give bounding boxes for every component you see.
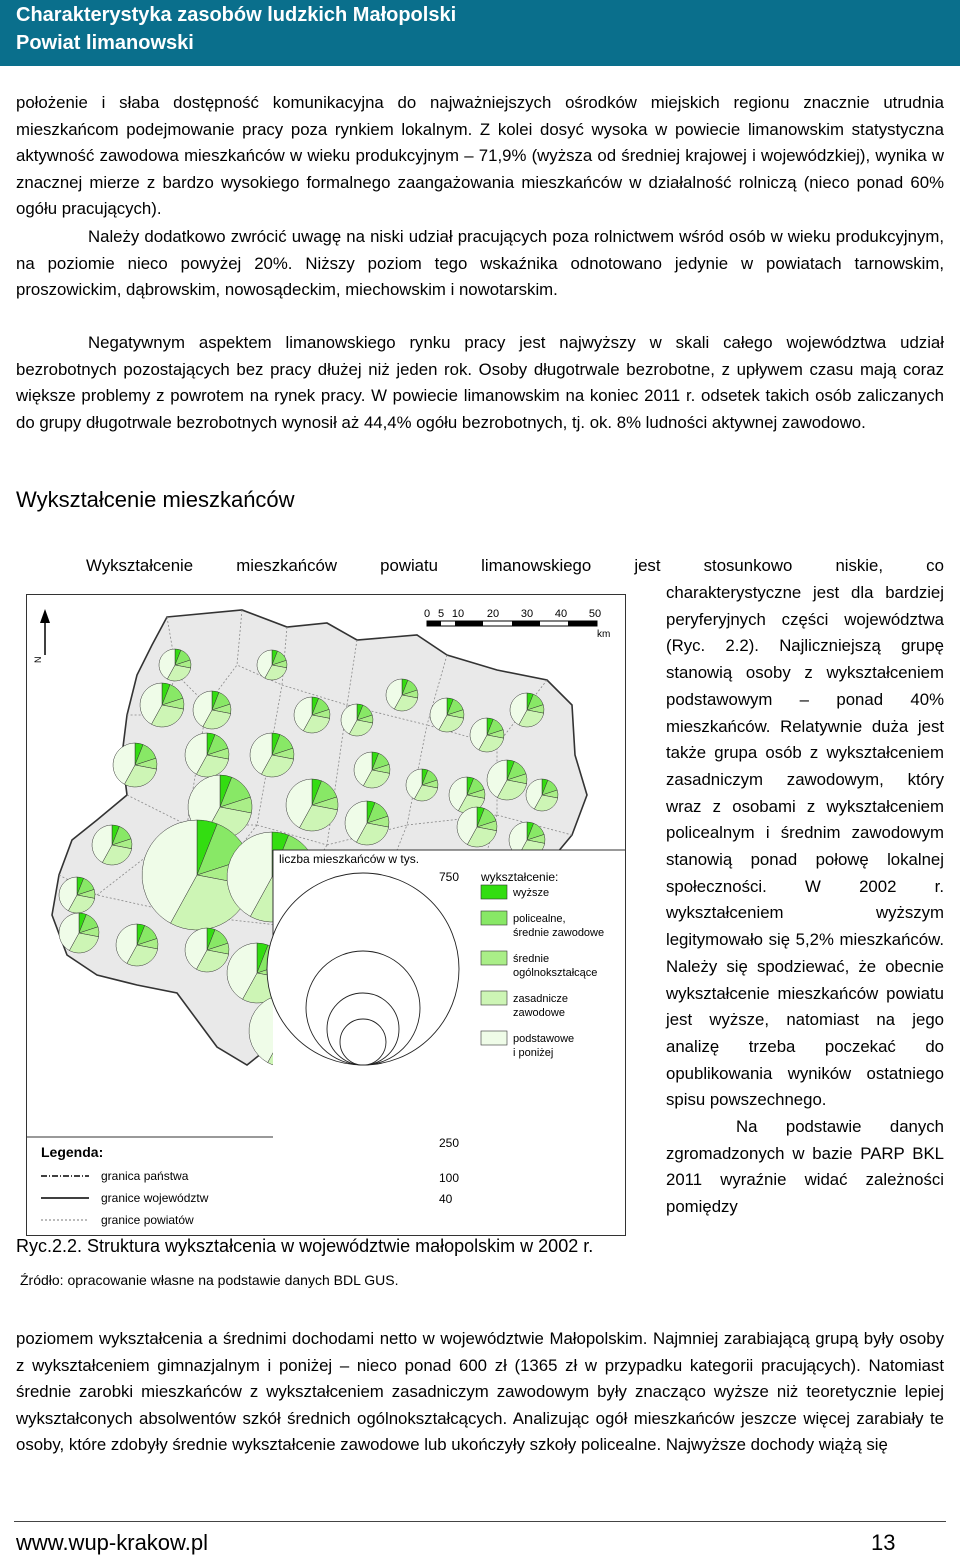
education-swatch — [481, 911, 507, 925]
education-label: średnie zawodowe — [513, 927, 605, 939]
scale-tick: 0 — [423, 608, 431, 620]
scale-tick: 20 — [486, 608, 500, 620]
legend-state-border: granica państwa — [101, 1169, 189, 1183]
intro-line — [86, 553, 944, 580]
size-legend — [267, 850, 625, 1235]
right-column-text — [666, 580, 944, 1221]
scale-bar — [424, 608, 610, 640]
education-label: i poniżej — [513, 1047, 554, 1059]
bottom-paragraph: poziomem wykształcenia a średnimi dochodami netto w województwie Małopolskim. Najmniej zarabiającą grupą były osoby z wykształceniem gimnazjalnym i poniżej – nieco ponad 600 zł (1365 zł w przypadku kategorii pracujących). Natomiast średnie zarobki mieszkańców z wykształceniem zasadniczym zawodowym były znacząco wyższe niż teoretycznie lepiej wykształconych absolwentów szkół średnich ogólnokształcących. Analizując ogół mieszkańców jeszcze więcej zarabiały te osoby, które zdobyły średnie wykształcenie zawodowe lub ukończyły szkoły policealne. Najwyższe dochody wiążą się — [16, 1329, 944, 1454]
paragraph-3: Negatywnym aspektem limanowskiego rynku pracy jest najwyższy w skali całego województwa udział bezrobotnych pozostających bez pracy dłużej niż jeden rok. Osoby długotrwale bezrobotne, z upływem czasu mają coraz większe problemy z powrotem na rynek pracy. W powiecie limanowskim na koniec 2011 r. odsetek takich osób zaliczanych do grupy długotrwale bezrobotnych wynosił aż 44,4% ogółu bezrobotnych, tj. ok. 8% ludności aktywnej zawodowo. — [16, 333, 944, 432]
scale-unit: km — [597, 629, 611, 640]
scale-tick: 10 — [451, 608, 465, 620]
size-label-750: 750 — [439, 870, 460, 884]
header-title: Charakterystyka zasobów ludzkich Małopolski — [16, 4, 457, 26]
education-label: podstawowe — [513, 1033, 575, 1045]
education-label: średnie — [513, 953, 550, 965]
education-legend-title: wykształcenie: — [481, 870, 559, 884]
header-subtitle: Powiat limanowski — [16, 32, 194, 54]
scale-tick: 40 — [554, 608, 568, 620]
intro-word: limanowskiego — [481, 556, 592, 575]
intro-word: mieszkańców — [236, 556, 337, 575]
north-arrow-icon — [33, 609, 50, 663]
scale-tick: 30 — [520, 608, 534, 620]
figure-source: Źródło: opracowanie własne na podstawie danych BDL GUS. — [20, 1272, 399, 1288]
education-swatch — [481, 991, 507, 1005]
size-circle-40 — [340, 1019, 386, 1065]
footer-url: www.wup-krakow.pl — [16, 1530, 208, 1555]
size-label-250: 250 — [439, 1136, 460, 1150]
north-label: N — [33, 656, 43, 663]
figure-caption: Ryc.2.2. Struktura wykształcenia w województwie małopolskim w 2002 r. — [16, 1236, 594, 1256]
intro-word: Wykształcenie — [86, 556, 194, 575]
page-number: 13 — [871, 1530, 896, 1555]
footer-divider — [14, 1521, 946, 1522]
legend-voivodeship-border: granice województw — [101, 1191, 209, 1205]
legend-county-border: granice powiatów — [101, 1213, 194, 1227]
education-swatch — [481, 951, 507, 965]
education-label: policealne, — [513, 913, 566, 925]
right-column-paragraph-1: charakterystyczne jest dla bardziej peryferyjnych części województwa (Ryc. 2.2). Najliczniejszą grupę stanowią osoby z wykształceniem podstawowym – ponad 40% mieszkańców. Relatywnie duża jest także grupa osób z wykształceniem zasadniczym zawodowym, który wraz z osobami z wykształceniem policealnym i średnim zawodowym stanowią ponad połowę lokalnej społeczności. W 2002 r. wykształceniem wyższym legitymowało się 5,2% mieszkańców. Należy się spodziewać, że obecnie wykształcenie mieszkańców powiatu jest wyższe, natomiast na jego analizę trzeba poczekać do opublikowania wyników ostatniego spisu powszechnego. — [666, 583, 944, 1110]
education-map — [27, 595, 625, 1235]
education-label: ogólnokształcące — [513, 967, 598, 979]
education-swatch — [481, 1031, 507, 1045]
intro-word: powiatu — [380, 556, 438, 575]
size-legend-title: liczba mieszkańców w tys. — [279, 852, 420, 866]
page-header — [0, 0, 960, 66]
intro-word: niskie, — [835, 556, 884, 575]
intro-word: stosunkowo — [703, 556, 793, 575]
size-label-100: 100 — [439, 1171, 460, 1185]
section-title: Wykształcenie mieszkańców — [16, 487, 295, 512]
education-map-figure — [26, 594, 626, 1236]
boundary-legend — [27, 1137, 273, 1235]
intro-word: co — [926, 556, 944, 575]
scale-tick: 50 — [588, 608, 602, 620]
education-label: zawodowe — [513, 1007, 565, 1019]
scale-tick: 5 — [437, 608, 445, 620]
education-label: wyższe — [513, 887, 550, 899]
paragraph-1: położenie i słaba dostępność komunikacyjna do najważniejszych ośrodków miejskich regionu znacznie utrudnia mieszkańcom podejmowanie pracy poza rynkiem lokalnym. Z kolei dosyć wysoka w powiecie limanowskim statystyczna aktywność zawodowa mieszkańców w wieku produkcyjnym – 71,9% (wyższa od średniej krajowej i wojewódzkiej), wynika w znacznej mierze z bardzo wysokiego formalnego zaangażowania mieszkańców w działalność rolniczą (nieco ponad 60% ogółu pracujących). — [16, 93, 944, 218]
legend-title: Legenda: — [41, 1144, 104, 1160]
intro-word: jest — [634, 556, 661, 575]
education-label: zasadnicze — [513, 993, 569, 1005]
education-swatch — [481, 885, 507, 899]
paragraph-2: Należy dodatkowo zwrócić uwagę na niski udział pracujących poza rolnictwem wśród osób w wieku produkcyjnym, na poziomie nieco powyżej 20%. Niższy poziom tego wskaźnika odnotowano jedynie w powiatach tarnowskim, proszowickim, dąbrowskim, nowosądeckim, miechowskim i nowotarskim. — [16, 227, 944, 299]
size-label-40: 40 — [439, 1192, 453, 1206]
right-column-paragraph-2: Na podstawie danych zgromadzonych w bazie PARP BKL 2011 wyraźnie widać zależności pomiędzy — [666, 1117, 944, 1217]
